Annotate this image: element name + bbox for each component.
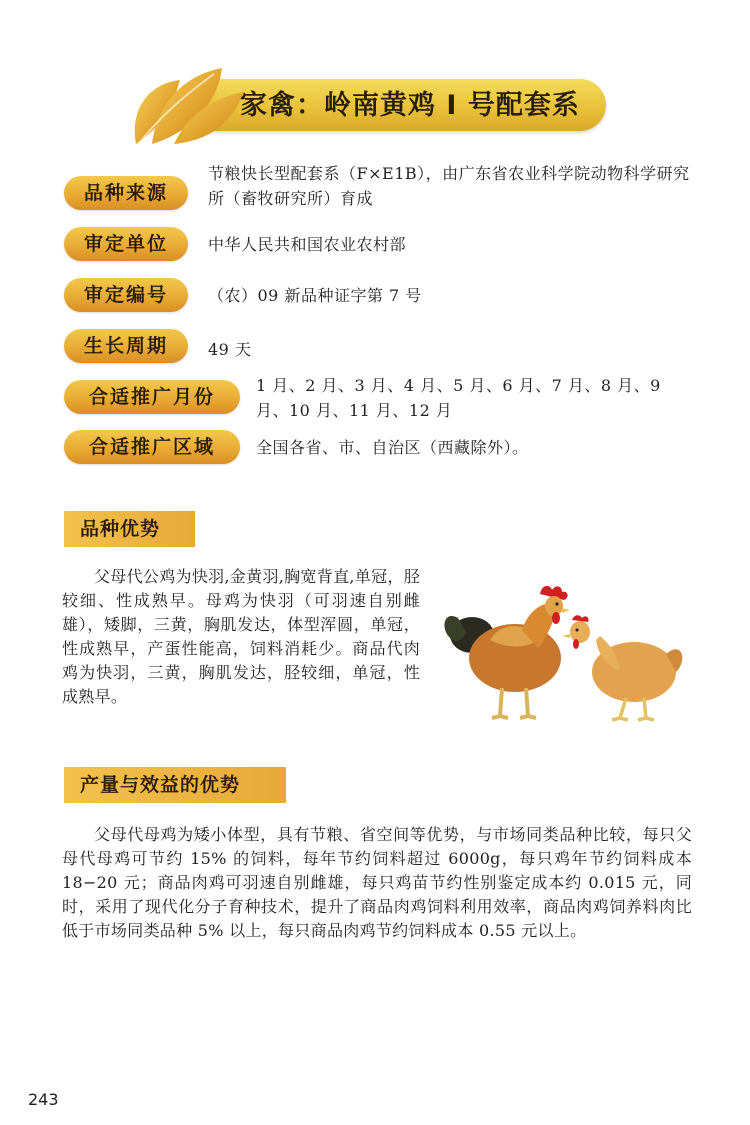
value-source: 节粮快长型配套系（F×E1B），由广东省农业科学院动物科学研究所（畜牧研究所）育成: [208, 164, 690, 208]
value-growth-cycle: 49 天: [208, 340, 252, 359]
value-approval-unit: 中华人民共和国农业农村部: [208, 235, 407, 254]
value-region: 全国各省、市、自治区（西藏除外）。: [256, 438, 529, 457]
label-approval-unit: 审定单位: [64, 227, 188, 261]
label-months: 合适推广月份: [64, 380, 240, 414]
label-growth-cycle: 生长周期: [64, 329, 188, 363]
leaf-logo-icon: [128, 62, 246, 146]
value-months: 1 月、2 月、3 月、4 月、5 月、6 月、7 月、8 月、9 月、10 月、11 月、12 月: [256, 376, 661, 420]
section-text-advantages: 父母代公鸡为快羽,金黄羽,胸宽背直,单冠，胫较细、性成熟早。母鸡为快羽（可羽速自别雌雄），矮脚，三黄，胸肌发达，体型浑圆，单冠，性成熟早，产蛋性能高，饲料消耗少。商品代肉鸡为快羽，三黄，胸肌发达，胫较细，单冠，性成熟早。: [62, 567, 420, 706]
label-source: 品种来源: [64, 176, 188, 210]
label-approval-number: 审定编号: [64, 278, 188, 312]
section-heading-benefits: 产量与效益的优势: [64, 767, 286, 803]
value-approval-number: （农）09 新品种证字第 7 号: [208, 286, 422, 305]
label-region: 合适推广区域: [64, 430, 240, 464]
page-number: 243: [28, 1090, 59, 1109]
page-title: 家禽：岭南黄鸡 I 号配套系: [240, 90, 580, 121]
section-heading-advantages: 品种优势: [64, 511, 195, 547]
rooster-and-hen-photo: [430, 570, 692, 738]
section-text-benefits: 父母代母鸡为矮小体型，具有节粮、省空间等优势，与市场同类品种比较，每只父母代母鸡可节约 15% 的饲料，每年节约饲料超过 6000g，每只鸡年节约饲料成本 18−20 元；商品肉鸡可羽速自别雌雄，每只鸡苗节约性别鉴定成本约 0.015 元，同时，采用了现代化分子育种技术，提升了商品肉鸡饲料利用效率，商品肉鸡饲养料肉比低于市场同类品种 5% 以上，每只商品肉鸡节约饲料成本 0.55 元以上。: [62, 825, 692, 940]
